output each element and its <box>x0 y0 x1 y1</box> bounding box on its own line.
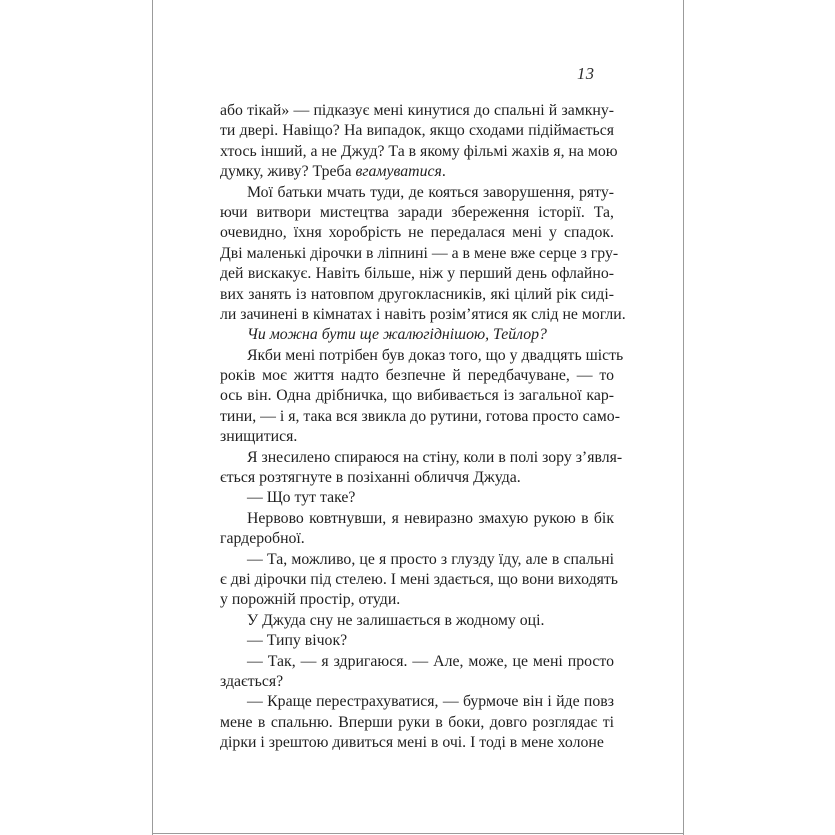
text-line: дірки і зрештою дивиться мені в очі. І тоді в мене холоне <box>220 734 604 752</box>
text-line: Дві маленькі дірочки в ліпнині — а в мене вже серце з гру- <box>220 244 619 262</box>
text-line: Якби мені потрібен був доказ того, що у двадцять шість <box>247 346 624 364</box>
text-line: — Так, — я здригаюся. — Але, може, це мені просто <box>247 652 614 670</box>
text-line: — Та, можливо, це я просто з глузду їду, але в спальні <box>247 550 614 568</box>
text-line: ли зачинені в кімнатах і навіть розім’ятися як слід не могли. <box>220 305 626 323</box>
text-line: хтось інший, а не Джуд? Та в якому фільмі жахів я, на мою <box>220 142 618 160</box>
text-line: у порожній простір, отуди. <box>220 591 401 609</box>
text-line: або тікай» — підказує мені кинутися до спальні й замкну- <box>220 102 614 119</box>
text-line: Я знесилено спираюся на стіну, коли в полі зору з’явля- <box>247 448 623 466</box>
text-line: Чи можна бути ще жалюгіднішою, Тейлор? <box>247 326 547 344</box>
text-line: здається? <box>220 672 284 690</box>
text-line: дей вискакує. Навіть більше, ніж у перший день офлайно- <box>220 265 614 283</box>
text-line: думку, живу? Треба вгамуватися. <box>220 163 446 181</box>
text-line: гардеробної. <box>220 530 305 548</box>
text-line: мене в спальню. Вперши руки в боки, довго розглядає ті <box>220 713 614 731</box>
text-line: У Джуда сну не залишається в жодному оці. <box>247 611 545 629</box>
text-line: ось він. Одна дрібничка, що вибивається із загальної кар- <box>220 387 614 405</box>
text-line: — Що тут таке? <box>247 489 356 507</box>
text-line: є дві дірочки під стелею. І мені здається, що вони виходять <box>220 570 619 588</box>
text-line: тини, — і я, така вся звикла до рутини, готова просто само- <box>220 407 620 425</box>
text-line: знищитися. <box>220 428 298 446</box>
text-line: Мої батьки мчать туди, де кояться заворушення, ряту- <box>247 183 614 201</box>
text-line: ється розтягнуте в позіханні обличчя Джуда. <box>220 469 521 487</box>
page-right-edge-line <box>683 0 684 835</box>
book-page <box>153 0 683 833</box>
text-line: очевидно, їхня хоробрість не передалася мені у спадок. <box>220 224 614 242</box>
text-line: вих занять із натовпом другокласників, які цілий рік сиді- <box>220 285 614 303</box>
page-text <box>220 101 626 754</box>
text-line: — Краще перестрахуватися, — бурмоче він і йде повз <box>247 693 614 711</box>
text-line: Нервово ковтнувши, я невиразно змахую рукою в бік <box>247 509 614 527</box>
text-line: років моє життя надто безпечне й передбачуване, — то <box>220 367 614 385</box>
page-bottom-edge-line <box>152 833 684 834</box>
text-line: ючи витвори мистецтва заради збереження історії. Та, <box>220 203 614 221</box>
text-line: — Типу вічок? <box>247 632 348 650</box>
page-number: 13 <box>577 64 595 83</box>
text-line: ти двері. Навіщо? На випадок, якщо сходами підіймається <box>220 122 614 140</box>
